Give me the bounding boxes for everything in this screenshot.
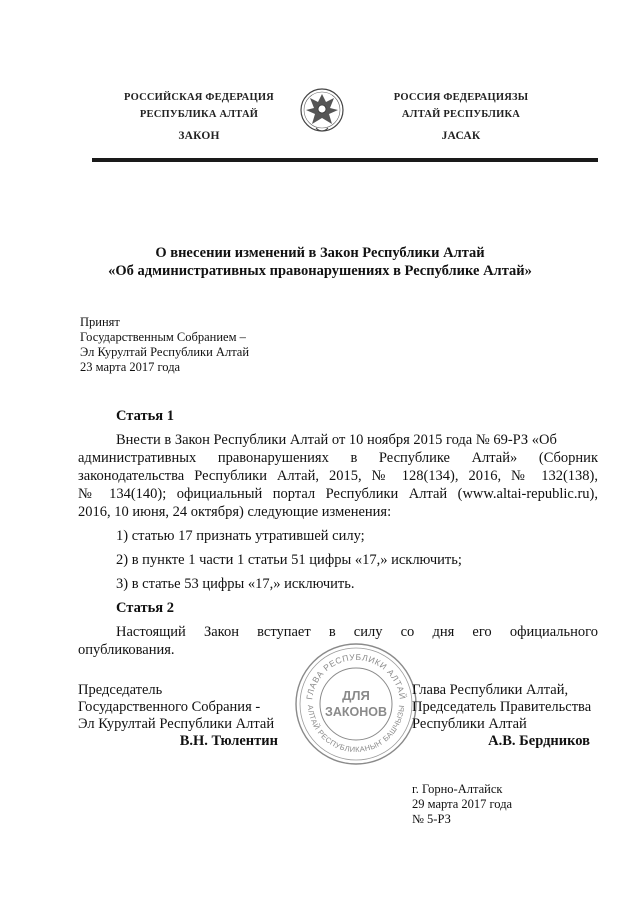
signature-left-title-1: Председатель bbox=[78, 682, 163, 698]
adopted-body-name: Эл Курултай Республики Алтай bbox=[80, 345, 250, 359]
article-1-item-2: 2) в пункте 1 части 1 статьи 51 цифры «17,» исключить; bbox=[116, 552, 462, 568]
article-1-intro-line4: № 134(140); официальный портал Республики Алтай (www.altai-republic.ru), bbox=[78, 486, 598, 502]
article-2-heading: Статья 2 bbox=[116, 600, 174, 616]
signature-right-title-2: Председатель Правительства bbox=[412, 699, 592, 715]
stamp-ring-bottom-text: АЛТАЙ РЕСПУБЛИКАНЫҤ БАШЧЫЗЫ bbox=[305, 704, 407, 755]
article-1-intro-line1: Внести в Закон Республики Алтай от 10 ноября 2015 года № 69-РЗ «Об bbox=[116, 432, 557, 448]
header-right-country: РОССИЯ ФЕДЕРАЦИЯЗЫ bbox=[393, 92, 529, 103]
adopted-body: Государственным Собранием – bbox=[80, 330, 246, 344]
signature-right-title-1: Глава Республики Алтай, bbox=[412, 682, 569, 698]
article-1-heading: Статья 1 bbox=[116, 408, 174, 424]
header-right-republic: АЛТАЙ РЕСПУБЛИКА bbox=[401, 109, 521, 120]
header-divider bbox=[92, 158, 598, 162]
header-left-republic: РЕСПУБЛИКА АЛТАЙ bbox=[139, 109, 259, 120]
header-left-law: ЗАКОН bbox=[178, 130, 220, 142]
stamp-line-2: ЗАКОНОВ bbox=[325, 705, 387, 719]
footer-place: г. Горно-Алтайск bbox=[412, 782, 503, 796]
article-1-intro-line5: 2016, 10 июня, 24 октября) следующие изменения: bbox=[78, 504, 392, 520]
signature-left-name: В.Н. Тюлентин bbox=[179, 733, 278, 749]
article-1-intro-line2: административных правонарушениях в Республике Алтай» (Сборник bbox=[78, 450, 598, 466]
article-2-text-line1: Настоящий Закон вступает в силу со дня его официального bbox=[116, 624, 598, 640]
signature-left-title-2: Государственного Собрания - bbox=[78, 699, 261, 715]
article-1-intro-line3: законодательства Республики Алтай, 2015, № 128(134), 2016, № 132(138), bbox=[78, 468, 598, 484]
coat-of-arms-emblem bbox=[298, 80, 346, 142]
signature-left-title-3: Эл Курултай Республики Алтай bbox=[78, 716, 275, 732]
footer-date: 29 марта 2017 года bbox=[412, 797, 513, 811]
footer-number: № 5-РЗ bbox=[412, 812, 451, 826]
stamp-ring-top-text: ГЛАВА РЕСПУБЛИКИ АЛТАЙ bbox=[304, 651, 408, 701]
adopted-date: 23 марта 2017 года bbox=[80, 360, 181, 374]
article-1-item-3: 3) в статье 53 цифры «17,» исключить. bbox=[116, 576, 355, 592]
official-stamp bbox=[292, 640, 420, 768]
article-2-text-line2: опубликования. bbox=[78, 642, 175, 658]
header-left-country: РОССИЙСКАЯ ФЕДЕРАЦИЯ bbox=[124, 92, 274, 103]
header-right-law: ЈАСАК bbox=[441, 130, 481, 142]
law-title-line1: О внесении изменений в Закон Республики Алтай bbox=[155, 245, 485, 261]
signature-right-title-3: Республики Алтай bbox=[412, 716, 527, 732]
adopted-label: Принят bbox=[80, 315, 120, 329]
article-1-item-1: 1) статью 17 признать утратившей силу; bbox=[116, 528, 365, 544]
stamp-line-1: ДЛЯ bbox=[342, 688, 370, 703]
law-title-line2: «Об административных правонарушениях в Республике Алтай» bbox=[108, 263, 532, 279]
signature-right-name: А.В. Бердников bbox=[488, 733, 590, 749]
